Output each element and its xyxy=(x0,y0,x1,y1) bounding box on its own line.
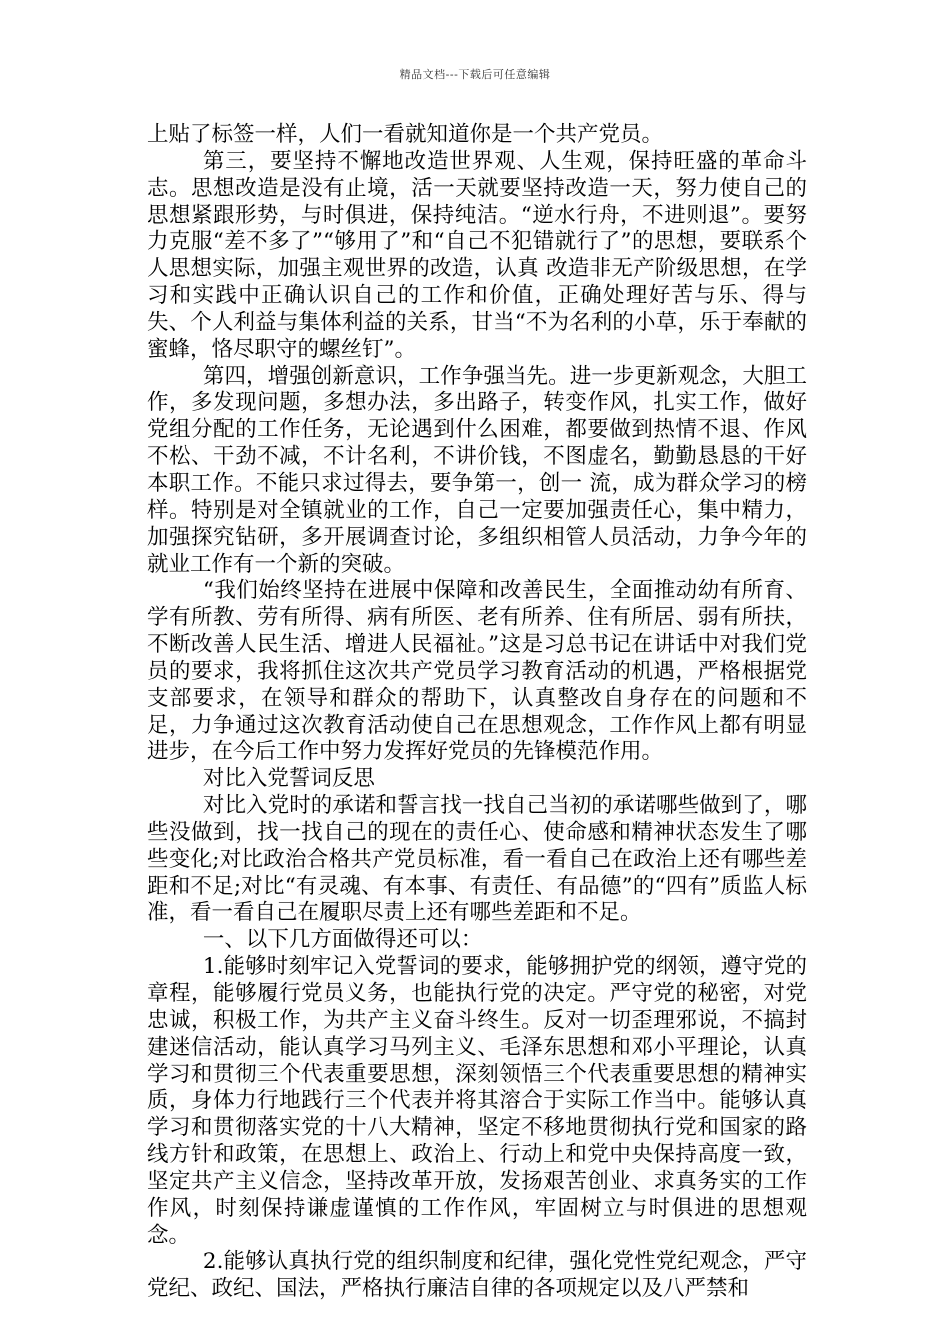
list-item: 1.能够时刻牢记入党誓词的要求，能够拥护党的纲领，遵守党的章程，能够履行党员义务，也能执行党的决定。严守党的秘密，对党忠诚，积极工作，为共产主义奋斗终生。反对一切歪理邪说，不搞封建迷信活动，能认真学习马列主义、毛泽东思想和邓小平理论，认真学习和贯彻三个代表重要思想，深刻领悟三个代表重要思想的精神实质，身体力行地践行三个代表并将其溶合于实际工作当中。能够认真学习和贯彻落实党的十八大精神，坚定不移地贯彻执行党和国家的路线方针和政策，在思想上、政治上、行动上和党中央保持高度一致，坚定共产主义信念，坚持改革开放，发扬艰苦创业、求真务实的工作作风，时刻保持谦虚谨慎的工作作风，牢固树立与时俱进的思想观念。 xyxy=(147,954,807,1248)
paragraph: 第四，增强创新意识，工作争强当先。进一步更新观念，大胆工作，多发现问题，多想办法，多出路子，转变作风，扎实工作，做好党组分配的工作任务，无论遇到什么困难，都要做到热情不退、作风不松、干劲不减，不计名利，不讲价钱，不图虚名，勤勤恳恳的干好本职工作。不能只求过得去，要争第一，创一 流，成为群众学习的榜样。特别是对全镇就业的工作，自己一定要加强责任心，集中精力，加强探究钻研，多开展调查讨论，多组织相管人员活动，力争今年的就业工作有一个新的突破。 xyxy=(147,363,807,577)
list-heading: 一、以下几方面做得还可以： xyxy=(202,927,483,953)
paragraph: 对比入党时的承诺和誓言找一找自己当初的承诺哪些做到了，哪些没做到，找一找自己的现在的责任心、使命感和精神状态发生了哪些变化;对比政治合格共产党员标准，看一看自己在政治上还有哪些差距和不足;对比“有灵魂、有本事、有责任、有品德”的“四有”质监人标准，看一看自己在履职尽责上还有哪些差距和不足。 xyxy=(147,793,807,926)
paragraph: 上贴了标签一样，人们一看就知道你是一个共产党员。 xyxy=(147,122,664,147)
paragraph: 第三，要坚持不懈地改造世界观、人生观，保持旺盛的革命斗志。思想改造是没有止境，活一天就要坚持改造一天，努力使自己的思想紧跟形势，与时俱进，保持纯洁。“逆水行舟，不进则退”。要努力克服“差不多了”“够用了”和“自己不犯错就行了”的思想，要联系个人思想实际，加强主观世界的改造，认真 改造非无产阶级思想，在学习和实践中正确认识自己的工作和价值，正确处理好苦与乐、得与失、个人利益与集体利益的关系，甘当“不为名利的小草，乐于奉献的 蜜蜂，恪尽职守的螺丝钉”。 xyxy=(147,148,807,362)
paragraph: “我们始终坚持在进展中保障和改善民生，全面推动幼有所育、学有所教、劳有所得、病有所医、老有所养、住有所居、弱有所扶，不断改善人民生活、增进人民福祉。”这是习总书记在讲话中对我们党员的要求，我将抓住这次共产党员学习教育活动的机遇，严格根据党支部要求，在领导和群众的帮助下，认真整改自身存在的问题和不足，力争通过这次教育活动使自己在思想观念，工作作风上都有明显进步，在今后工作中努力发挥好党员的先锋模范作用。 xyxy=(147,578,807,765)
section-heading: 对比入党誓词反思 xyxy=(202,766,375,792)
page-header: 精品文档---下载后可任意编辑 xyxy=(399,68,551,81)
list-item: 2.能够认真执行党的组织制度和纪律，强化党性党纪观念，严守党纪、政纪、国法，严格执行廉洁自律的各项规定以及八严禁和 xyxy=(147,1249,807,1302)
document-body xyxy=(147,122,807,1303)
